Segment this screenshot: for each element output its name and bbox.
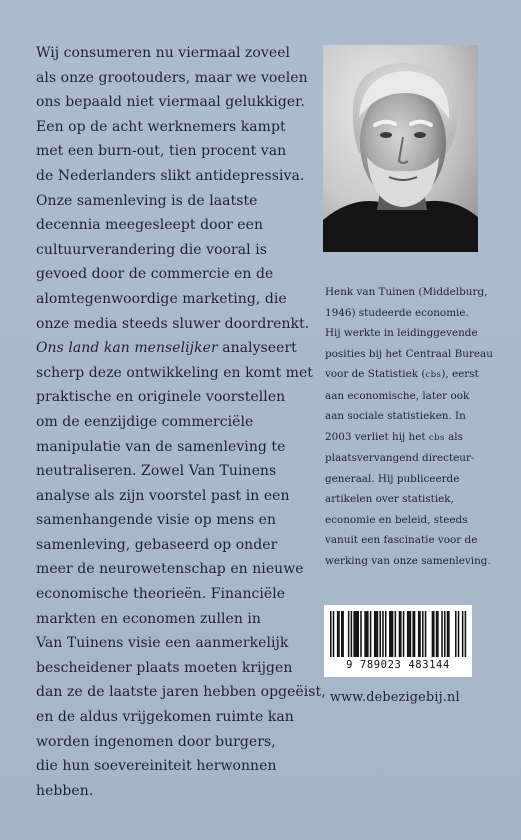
barcode-bar — [355, 611, 357, 657]
blurb-line: meer de neurowetenschap en nieuwe — [36, 561, 304, 578]
blurb-text — [36, 41, 326, 803]
bio-line: posities bij het Centraal Bureau — [325, 347, 493, 360]
bio-text-fragment: voor de Statistiek ( — [325, 368, 426, 380]
barcode-bar — [408, 611, 410, 657]
book-title: Ons land kan menselijker — [36, 340, 218, 357]
barcode-bar — [338, 611, 340, 657]
barcode-bar — [407, 611, 409, 657]
bio-line: werking van onze samenleving. — [325, 554, 491, 567]
blurb-line: die hun soevereiniteit herwonnen — [36, 758, 277, 775]
blurb-line: Onze samenleving is de laatste — [36, 192, 258, 209]
barcode-bar — [432, 611, 434, 657]
barcode-bar — [400, 611, 402, 657]
barcode-bar — [410, 611, 412, 657]
bio-line: economie en beleid, steeds — [325, 513, 468, 526]
author-photo — [323, 45, 478, 252]
barcode-bar — [375, 611, 377, 657]
barcode-bar — [342, 611, 344, 657]
barcode-bar — [437, 611, 439, 657]
author-portrait-illustration — [323, 45, 478, 252]
barcode-bar — [389, 611, 391, 657]
isbn-barcode — [324, 605, 472, 677]
barcode-bar — [366, 611, 368, 657]
blurb-line: en de aldus vrijgekomen ruimte kan — [36, 709, 294, 726]
barcode-bar — [370, 611, 372, 657]
barcode-bar — [377, 611, 379, 657]
barcode-bar — [382, 611, 384, 657]
barcode-bar — [462, 611, 464, 657]
blurb-line: onze media steeds sluwer doordrenkt. — [36, 315, 310, 332]
barcode-bar — [390, 611, 392, 657]
barcode-bar — [399, 611, 401, 657]
blurb-line: manipulatie van de samenleving te — [36, 438, 286, 455]
blurb-line: analyse als zijn voorstel past in een — [36, 487, 290, 504]
barcode-bar — [337, 611, 339, 657]
barcode-bar — [364, 611, 366, 657]
blurb-line: dan ze de laatste jaren hebben opgeëist, — [36, 684, 326, 701]
barcode-bars — [324, 605, 472, 661]
barcode-bar — [418, 611, 420, 657]
barcode-bar — [379, 611, 381, 657]
blurb-line: economische theorieën. Financiële — [36, 586, 286, 603]
barcode-bar — [458, 611, 460, 657]
barcode-bar — [385, 611, 387, 657]
barcode-bar — [333, 611, 335, 657]
barcode-bar — [392, 611, 394, 657]
barcode-bar — [441, 611, 443, 657]
barcode-bar — [419, 611, 421, 657]
blurb-text-fragment: analyseert — [217, 340, 297, 357]
blurb-line: gevoed door de commercie en de — [36, 266, 274, 283]
barcode-bar — [455, 611, 457, 657]
barcode-bar — [444, 611, 446, 657]
blurb-line: markten en economen zullen in — [36, 610, 261, 627]
bio-line: Hij werkte in leidinggevende — [325, 327, 478, 339]
blurb-line: scherp deze ontwikkeling en komt met — [36, 364, 313, 381]
barcode-bar — [448, 611, 450, 657]
author-bio — [325, 282, 493, 571]
blurb-line: samenhangende visie op mens en — [36, 512, 277, 529]
barcode-bar — [414, 611, 416, 657]
barcode-bar — [357, 611, 359, 657]
blurb-line: om de eenzijdige commerciële — [36, 413, 254, 430]
bio-line: Henk van Tuinen (Middelburg, — [325, 286, 488, 298]
barcode-bar — [433, 611, 435, 657]
bio-text-fragment: 2003 verliet hij het — [325, 430, 429, 443]
blurb-line: als onze grootouders, maar we voelen — [36, 69, 308, 86]
blurb-line: ons bepaald niet viermaal gelukkiger. — [36, 94, 305, 111]
barcode-bar — [403, 611, 405, 657]
bio-line: aan sociale statistieken. In — [325, 410, 466, 422]
barcode-bar — [465, 611, 467, 657]
blurb-line: neutraliseren. Zowel Van Tuinens — [36, 463, 277, 480]
blurb-line: Wij consumeren nu viermaal zoveel — [36, 45, 291, 61]
barcode-bar — [412, 611, 414, 657]
bio-line: plaatsvervangend directeur- — [325, 452, 475, 464]
barcode-bar — [422, 611, 424, 657]
cbs-abbreviation: cbs — [428, 432, 445, 443]
blurb-line: hebben. — [36, 782, 94, 799]
barcode-bar — [425, 611, 427, 657]
barcode-bar — [356, 611, 358, 657]
publisher-website: www.debezigebij.nl — [330, 690, 460, 705]
blurb-line: worden ingenomen door burgers, — [36, 733, 276, 750]
bio-line: vanuit een fascinatie voor de — [325, 534, 478, 546]
bio-text-fragment: als — [444, 430, 463, 443]
blurb-line: cultuurverandering die vooral is — [36, 241, 267, 258]
barcode-bar — [351, 611, 353, 657]
barcode-bar — [367, 611, 369, 657]
blurb-line: de Nederlanders slikt antidepressiva. — [36, 167, 305, 184]
barcode-bar — [395, 611, 397, 657]
barcode-bar — [374, 611, 376, 657]
barcode-bar — [436, 611, 438, 657]
barcode-bar — [330, 611, 332, 657]
blurb-line: Een op de acht werknemers kampt — [36, 118, 286, 135]
bio-text-fragment: ), eerst — [441, 368, 479, 380]
bio-line: aan economische, later ook — [325, 389, 470, 402]
blurb-line: bescheidener plaats moeten krijgen — [36, 659, 293, 676]
cbs-abbreviation: cbs — [425, 370, 442, 380]
blurb-line: decennia meegesleept door een — [36, 217, 264, 234]
bio-line: artikelen over statistiek, — [325, 493, 454, 505]
blurb-line: samenleving, gebaseerd op onder — [36, 536, 278, 553]
isbn-number: 9 789023 483144 — [346, 659, 450, 671]
bio-line: generaal. Hij publiceerde — [325, 472, 460, 485]
blurb-line: praktische en originele voorstellen — [36, 389, 286, 406]
bio-line — [325, 364, 485, 386]
barcode-bar — [341, 611, 343, 657]
barcode-bar — [348, 611, 350, 657]
bio-line — [325, 427, 485, 449]
blurb-line: met een burn-out, tien procent van — [36, 143, 287, 160]
blurb-line: alomtegenwoordige marketing, die — [36, 290, 287, 307]
barcode-bar — [447, 611, 449, 657]
bio-line: 1946) studeerde economie. — [325, 306, 469, 319]
barcode-bar — [353, 611, 355, 657]
blurb-line-title — [36, 336, 298, 361]
barcode-bar — [360, 611, 362, 657]
blurb-line: Van Tuinens visie een aanmerkelijk — [36, 635, 289, 652]
